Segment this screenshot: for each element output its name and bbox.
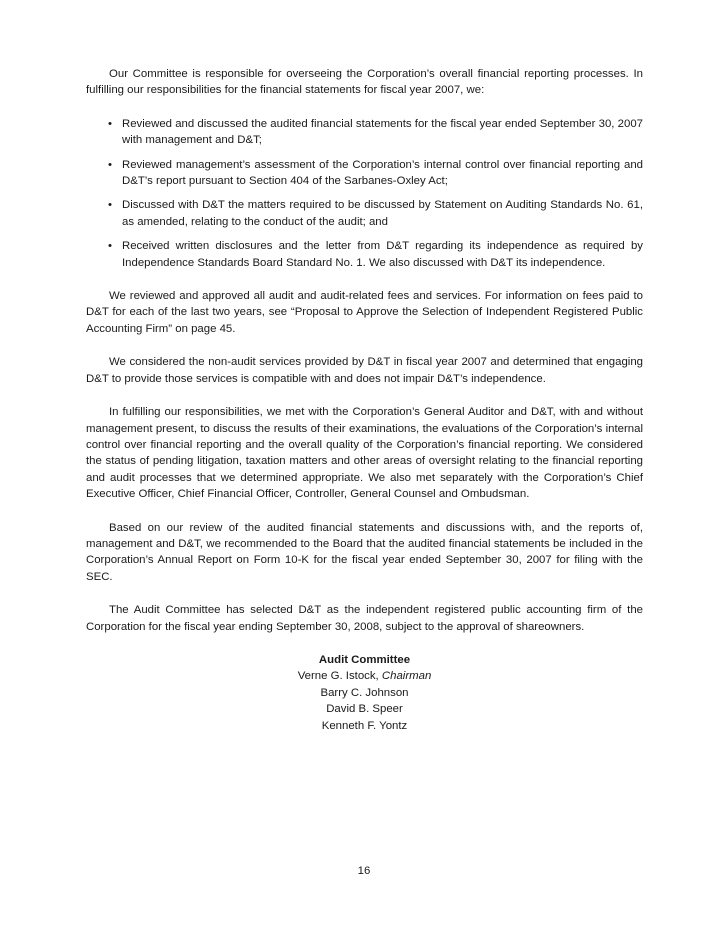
- bullet-icon: •: [108, 158, 112, 171]
- selection-paragraph: The Audit Committee has selected D&T as the independent registered public accounting firm of the Corporation for the fiscal year ending September 30, 2008, subject to the approval of shareowners.: [86, 604, 643, 633]
- meetings-paragraph: In fulfilling our responsibilities, we met with the Corporation’s General Auditor and D&T, with and without management present, to discuss the results of their examinations, the evaluations of the Corporation’s internal control over financial reporting and the overall quality of the Corporation’s financial reporting. We considered the status of pending litigation, taxation matters and other areas of oversight relating to the financial reporting and audit processes that we determined appropriate. We also met separately with the Corporation’s Chief Executive Officer, Chief Financial Officer, Controller, General Counsel and Ombudsman.: [86, 406, 643, 501]
- bullet-icon: •: [108, 199, 112, 212]
- member-name: David B. Speer: [326, 703, 403, 716]
- page-number: 16: [357, 865, 371, 877]
- signature-block: [86, 652, 643, 734]
- list-item-text: Reviewed management’s assessment of the Corporation’s internal control over financial reporting and D&T’s report pursuant to Section 404 of the Sarbanes-Oxley Act;: [122, 158, 643, 188]
- intro-paragraph: Our Committee is responsible for overseeing the Corporation’s overall financial reporting processes. In fulfilling our responsibilities for the financial statements for fiscal year 2007, we:: [86, 68, 643, 97]
- list-item: [86, 157, 643, 190]
- list-item-text: Discussed with D&T the matters required to be discussed by Statement on Auditing Standards No. 61, as amended, relating to the conduct of the audit; and: [122, 199, 643, 228]
- fees-paragraph: We reviewed and approved all audit and audit-related fees and services. For information on fees paid to D&T for each of the last two years, see “Proposal to Approve the Selection of Independent Registered Public Accounting Firm” on page 45.: [86, 290, 643, 335]
- non-audit-services-paragraph: We considered the non-audit services provided by D&T in fiscal year 2007 and determined that engaging D&T to provide those services is compatible with and does not impair D&T’s independence.: [86, 356, 643, 385]
- list-item: [86, 116, 643, 149]
- committee-name: Audit Committee: [318, 653, 411, 666]
- chair-title: Chairman: [381, 670, 432, 683]
- document-body: [86, 66, 643, 734]
- recommendation-paragraph: Based on our review of the audited financial statements and discussions with, and the reports of, management and D&T, we recommended to the Board that the audited financial statements be included in the Corporation’s Annual Report on Form 10-K for the fiscal year ended September 30, 2007 for filing with the SEC.: [86, 521, 643, 583]
- responsibilities-list: [86, 116, 643, 271]
- member-name: Kenneth F. Yontz: [321, 719, 408, 732]
- bullet-icon: •: [108, 240, 112, 253]
- chair-line: [86, 668, 643, 684]
- chair-name: Verne G. Istock,: [297, 670, 379, 683]
- list-item: [86, 238, 643, 271]
- list-item-text: Received written disclosures and the letter from D&T regarding its independence as required by Independence Standards Board Standard No. 1. We also discussed with D&T its independence.: [122, 240, 643, 269]
- member-name: Barry C. Johnson: [320, 686, 409, 699]
- bullet-icon: •: [108, 117, 112, 130]
- list-item-text: Reviewed and discussed the audited financial statements for the fiscal year ended September 30, 2007 with management and D&T;: [122, 117, 643, 147]
- list-item: [86, 197, 643, 230]
